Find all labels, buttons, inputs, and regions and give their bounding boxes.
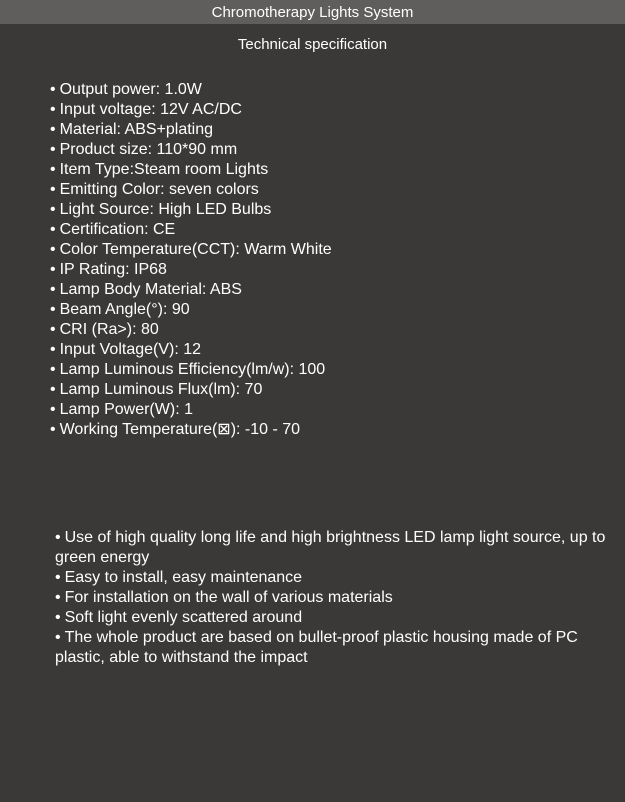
feature-text: Use of high quality long life and high brightness LED lamp light source, up to green energy [55, 529, 606, 566]
header-bar [0, 0, 625, 24]
spec-item [50, 360, 610, 380]
spec-item [50, 180, 610, 200]
spec-text: Lamp Luminous Flux(lm): 70 [59, 381, 263, 398]
spec-text: Beam Angle(°): 90 [59, 301, 190, 318]
spec-text: Input Voltage(V): 12 [59, 341, 202, 358]
feature-item [55, 568, 610, 588]
spec-item [50, 100, 610, 120]
bullet-icon: • [50, 201, 56, 218]
spec-item [50, 400, 610, 420]
bullet-icon: • [55, 589, 61, 606]
spec-text: Item Type:Steam room Lights [59, 161, 269, 178]
spec-text: Lamp Power(W): 1 [59, 401, 193, 418]
spec-text: CRI (Ra>): 80 [59, 321, 159, 338]
spec-text: Light Source: High LED Bulbs [59, 201, 272, 218]
spec-item [50, 320, 610, 340]
bullet-icon: • [50, 161, 56, 178]
feature-item [55, 528, 610, 568]
bullet-icon: • [50, 321, 56, 338]
spec-item [50, 420, 610, 440]
spec-text: Input voltage: 12V AC/DC [59, 101, 242, 118]
spec-text: Color Temperature(CCT): Warm White [59, 241, 332, 258]
spec-item [50, 120, 610, 140]
feature-item [55, 628, 610, 668]
bullet-icon: • [50, 241, 56, 258]
feature-list [55, 528, 610, 668]
bullet-icon: • [50, 181, 56, 198]
spec-item [50, 260, 610, 280]
spec-text: Emitting Color: seven colors [59, 181, 259, 198]
bullet-icon: • [55, 629, 61, 646]
bullet-icon: • [55, 529, 61, 546]
spec-text: Lamp Luminous Efficiency(lm/w): 100 [59, 361, 326, 378]
spec-item [50, 340, 610, 360]
header-title: Chromotherapy Lights System [211, 3, 414, 21]
feature-text: For installation on the wall of various materials [64, 589, 393, 606]
feature-text: Easy to install, easy maintenance [64, 569, 303, 586]
spec-text: Product size: 110*90 mm [59, 141, 238, 158]
bullet-icon: • [50, 401, 56, 418]
spec-list [50, 80, 610, 440]
spec-item [50, 300, 610, 320]
spec-item [50, 240, 610, 260]
spec-text: Lamp Body Material: ABS [59, 281, 242, 298]
spec-text: Material: ABS+plating [59, 121, 214, 138]
bullet-icon: • [50, 341, 56, 358]
bullet-icon: • [55, 609, 61, 626]
spec-item [50, 380, 610, 400]
feature-item [55, 588, 610, 608]
spec-item [50, 280, 610, 300]
bullet-icon: • [50, 141, 56, 158]
bullet-icon: • [50, 421, 56, 438]
spec-item [50, 140, 610, 160]
bullet-icon: • [50, 101, 56, 118]
bullet-icon: • [50, 221, 56, 238]
bullet-icon: • [50, 281, 56, 298]
spec-item [50, 80, 610, 100]
spec-text: Certification: CE [59, 221, 176, 238]
bullet-icon: • [50, 361, 56, 378]
bullet-icon: • [50, 81, 56, 98]
feature-text: Soft light evenly scattered around [64, 609, 303, 626]
bullet-icon: • [50, 121, 56, 138]
spec-text: IP Rating: IP68 [59, 261, 167, 278]
bullet-icon: • [50, 261, 56, 278]
bullet-icon: • [50, 301, 56, 318]
spec-item [50, 220, 610, 240]
spec-item [50, 160, 610, 180]
bullet-icon: • [55, 569, 61, 586]
feature-text: The whole product are based on bullet-proof plastic housing made of PC plastic, able to withstand the impact [55, 629, 578, 666]
spec-item [50, 200, 610, 220]
spec-text: Working Temperature(⊠): -10 - 70 [59, 421, 301, 438]
bullet-icon: • [50, 381, 56, 398]
section-title: Technical specification [237, 36, 388, 53]
spec-text: Output power: 1.0W [59, 81, 202, 98]
feature-item [55, 608, 610, 628]
